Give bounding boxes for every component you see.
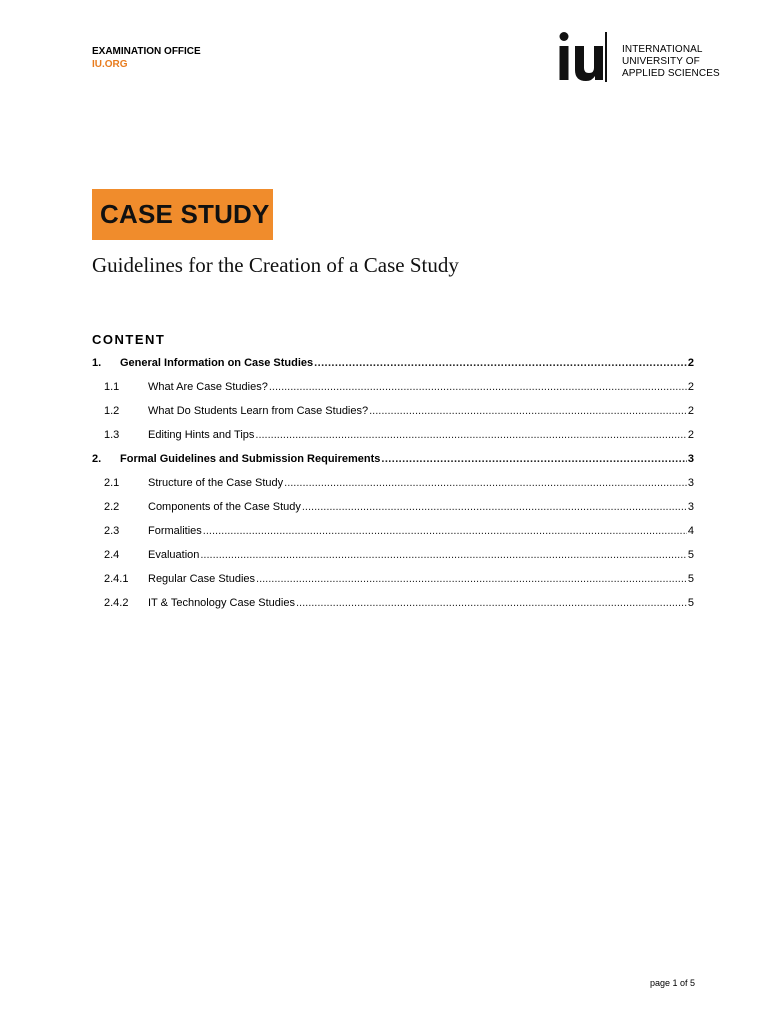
toc-entry[interactable]	[92, 381, 694, 405]
toc-dot-leader	[369, 405, 687, 417]
toc-entry-title[interactable]: Evaluation	[148, 549, 200, 561]
toc-entry-number: 2.4.2	[104, 597, 129, 609]
toc-entry[interactable]	[92, 597, 694, 621]
toc-entry[interactable]	[92, 405, 694, 429]
toc-entry-page[interactable]: 2	[687, 405, 694, 417]
toc-heading: CONTENT	[92, 332, 166, 347]
toc-entry-number: 1.1	[104, 381, 120, 393]
toc-entry-title[interactable]: Components of the Case Study	[148, 501, 301, 513]
toc-entry-number: 2.3	[104, 525, 120, 537]
toc-entry-title[interactable]: IT & Technology Case Studies	[148, 597, 295, 609]
toc-entry-number: 2.2	[104, 501, 120, 513]
toc-entry-number: 1.	[92, 357, 102, 369]
toc-entry-page[interactable]: 3	[687, 501, 694, 513]
header-office	[92, 45, 201, 71]
toc-entry[interactable]	[92, 525, 694, 549]
logo-text	[622, 44, 720, 80]
toc-entry-page[interactable]: 2	[687, 381, 694, 393]
toc-dot-leader	[296, 597, 687, 609]
toc-entry-number: 2.1	[104, 477, 120, 489]
toc-entry-page[interactable]: 5	[687, 549, 694, 561]
toc-entry-title[interactable]: What Do Students Learn from Case Studies?	[148, 405, 369, 417]
document-subtitle: Guidelines for the Creation of a Case Study	[92, 253, 459, 277]
toc-entry-title[interactable]: What Are Case Studies?	[148, 381, 268, 393]
toc-dot-leader	[200, 549, 687, 561]
toc-entry-page[interactable]: 4	[687, 525, 694, 537]
document-title: CASE STUDY	[100, 199, 270, 229]
toc-entry-page[interactable]: 2	[687, 429, 694, 441]
toc-entry-page[interactable]: 3	[687, 453, 694, 465]
toc-dot-leader	[256, 573, 687, 585]
toc-dot-leader	[381, 453, 686, 465]
toc-entry[interactable]	[92, 429, 694, 453]
toc-entry-page[interactable]: 2	[687, 357, 694, 369]
toc-entry-title[interactable]: Regular Case Studies	[148, 573, 256, 585]
toc-entry-title[interactable]: Editing Hints and Tips	[148, 429, 255, 441]
toc-entry[interactable]	[92, 573, 694, 597]
toc-entry[interactable]	[92, 453, 694, 477]
toc-entry-page[interactable]: 5	[687, 597, 694, 609]
toc-entry-number: 1.3	[104, 429, 120, 441]
toc-entry-number: 1.2	[104, 405, 120, 417]
logo-line-3: APPLIED SCIENCES	[622, 68, 720, 79]
iu-logo-icon	[558, 32, 614, 82]
toc-entry[interactable]	[92, 477, 694, 501]
table-of-contents	[92, 357, 694, 621]
toc-dot-leader	[314, 357, 687, 369]
toc-entry-page[interactable]: 3	[687, 477, 694, 489]
toc-dot-leader	[284, 477, 687, 489]
toc-dot-leader	[203, 525, 687, 537]
toc-entry[interactable]	[92, 549, 694, 573]
toc-entry-number: 2.	[92, 453, 102, 465]
toc-entry[interactable]	[92, 357, 694, 381]
toc-dot-leader	[269, 381, 687, 393]
iu-logo	[558, 32, 720, 82]
toc-entry-page[interactable]: 5	[687, 573, 694, 585]
logo-line-2: UNIVERSITY OF	[622, 56, 700, 67]
toc-entry-title[interactable]: Formalities	[148, 525, 202, 537]
toc-dot-leader	[302, 501, 687, 513]
office-url[interactable]: IU.ORG	[92, 59, 128, 70]
logo-line-1: INTERNATIONAL	[622, 44, 703, 55]
toc-entry-title[interactable]: General Information on Case Studies	[120, 357, 314, 369]
toc-entry-title[interactable]: Formal Guidelines and Submission Requirements	[120, 453, 381, 465]
toc-entry[interactable]	[92, 501, 694, 525]
title-banner	[92, 189, 273, 240]
toc-entry-title[interactable]: Structure of the Case Study	[148, 477, 284, 489]
toc-entry-number: 2.4	[104, 549, 120, 561]
page-number: page 1 of 5	[649, 978, 695, 988]
toc-dot-leader	[255, 429, 686, 441]
toc-entry-number: 2.4.1	[104, 573, 129, 585]
office-name: EXAMINATION OFFICE	[92, 46, 201, 57]
